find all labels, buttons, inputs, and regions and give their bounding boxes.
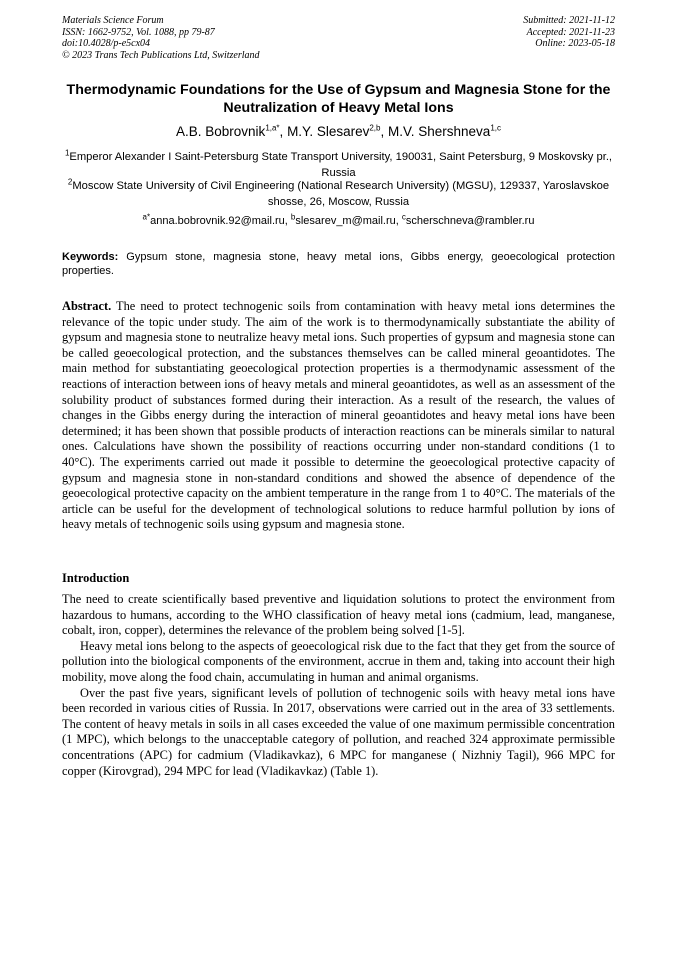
journal-info xyxy=(62,15,260,61)
keywords-text: Gypsum stone, magnesia stone, heavy metal ions, Gibbs energy, geoecological protection properties. xyxy=(62,251,615,277)
abstract-text: The need to protect technogenic soils from contamination with heavy metal ions determines the relevance of the topic under study. The aim of the work is to thermodynamically substantiate the ability of gypsum and magnesia stone to neutralize heavy metal ions. Such properties of gypsum and magnesia stone can be called geoecological protection, and the substances themselves can be called mineral geoantidotes. The main method for substantiating geoecological protection properties is a thermodynamic assessment of the reactions of interaction between ions of heavy metals and mineral geoantidotes, as well as an assessment of the solubility product of substances formed during their interaction. As a result of the research, the values of changes in the Gibbs energy during the interaction of mineral geoantidotes and heavy metal ions have been determined; it has been shown that possible products of interaction reactions can be minerals similar to natural ones. Calculations have shown the possibility of reactions occurring under non-standard conditions (1 to 40°C). The experiments carried out made it possible to determine the geoecological protective capacity of gypsum and magnesia stone in non-standard conditions and showed the absence of dependence of the geoecological protective capacity on the ambient temperature in the range from 1 to 40°C. The materials of the article can be useful for the development of technological solutions to reduce harmful pollution by ions of heavy metals of technogenic soils using gypsum and magnesia stone. xyxy=(62,299,615,532)
online-date: Online: 2023-05-18 xyxy=(535,38,615,50)
issn-line: ISSN: 1662-9752, Vol. 1088, pp 79-87 xyxy=(62,26,215,38)
abstract xyxy=(62,299,615,533)
paragraph: Heavy metal ions belong to the aspects of geoecological risk due to the fact that they get from the source of pollution into the biological components of the environment, accrue in them and, taking into account their high mobility, move along the food chain, accumulating in human and animal organisms. xyxy=(62,638,615,684)
paper-title: Thermodynamic Foundations for the Use of Gypsum and Magnesia Stone for the Neutralization of Heavy Metal Ions xyxy=(66,82,611,116)
author-list xyxy=(62,123,615,141)
email[interactable]: $^b$slesarev_m@mail.ru xyxy=(290,212,396,227)
email[interactable]: $^c$scherschneva@rambler.ru xyxy=(401,212,535,227)
dates-info xyxy=(523,15,615,50)
introduction-body xyxy=(62,592,615,779)
paragraph: Over the past five years, significant levels of pollution of technogenic soils with heavy metal ions have been recorded in various cities of Russia. In 2017, observations were carried out in the area of 33 settlements. The content of heavy metals in soils in all cases exceeded the value of one maximum permissible concentration (1 MPC), which belongs to the unacceptable category of pollution, and reached 324 approximate permissible concentrations (APC) for cadmium (Vladikavkaz), 6 MPC for manganese ( Nizhniy Tagil), 966 MPC for copper (Kirovgrad), 294 MPC for lead (Vladikavkaz) (Table 1). xyxy=(62,685,615,778)
keywords xyxy=(62,250,615,278)
journal-name: Materials Science Forum xyxy=(62,15,164,26)
author-emails: $^{a*}$anna.bobrovnik.92@mail.ru, $^b$slesarev_m@mail.ru, $^c$scherschneva@rambler.ru xyxy=(142,212,535,227)
abstract-label: Abstract. xyxy=(62,299,112,313)
author: M.Y. Slesarev$^{2,b}$, xyxy=(287,123,388,139)
paragraph: The need to create scientifically based preventive and liquidation solutions to protect the environment from hazardous to humans, according to the WHO classification of heavy metal ions (cadmium, lead, manganese, cobalt, iron, copper), determines the relevance of the problem being solved [1-5]. xyxy=(62,592,615,638)
keywords-label: Keywords: xyxy=(62,251,119,263)
introduction-heading: Introduction xyxy=(62,571,130,585)
affiliation-2: $^2$Moscow State University of Civil Engineering (National Research University) (MGSU), 129337, Yaroslavskoe shosse, 26, Moscow, Russia xyxy=(67,177,610,208)
submitted-date: Submitted: 2021-11-12 xyxy=(523,15,615,26)
accepted-date: Accepted: 2021-11-23 xyxy=(526,26,615,38)
author: A.B. Bobrovnik$^{1,a*}$, xyxy=(176,123,288,139)
copyright-line: © 2023 Trans Tech Publications Ltd, Switzerland xyxy=(62,49,260,61)
author: M.V. Shershneva$^{1,c}$ xyxy=(388,123,501,139)
email[interactable]: $^{a*}$anna.bobrovnik.92@mail.ru xyxy=(142,212,285,227)
doi-line: doi:10.4028/p-e5cx04 xyxy=(62,38,151,50)
affiliation-1: $^1$Emperor Alexander I Saint-Petersburg State Transport University, 190031, Saint Petersburg, 9 Moskovsky pr., Russia xyxy=(64,148,613,179)
